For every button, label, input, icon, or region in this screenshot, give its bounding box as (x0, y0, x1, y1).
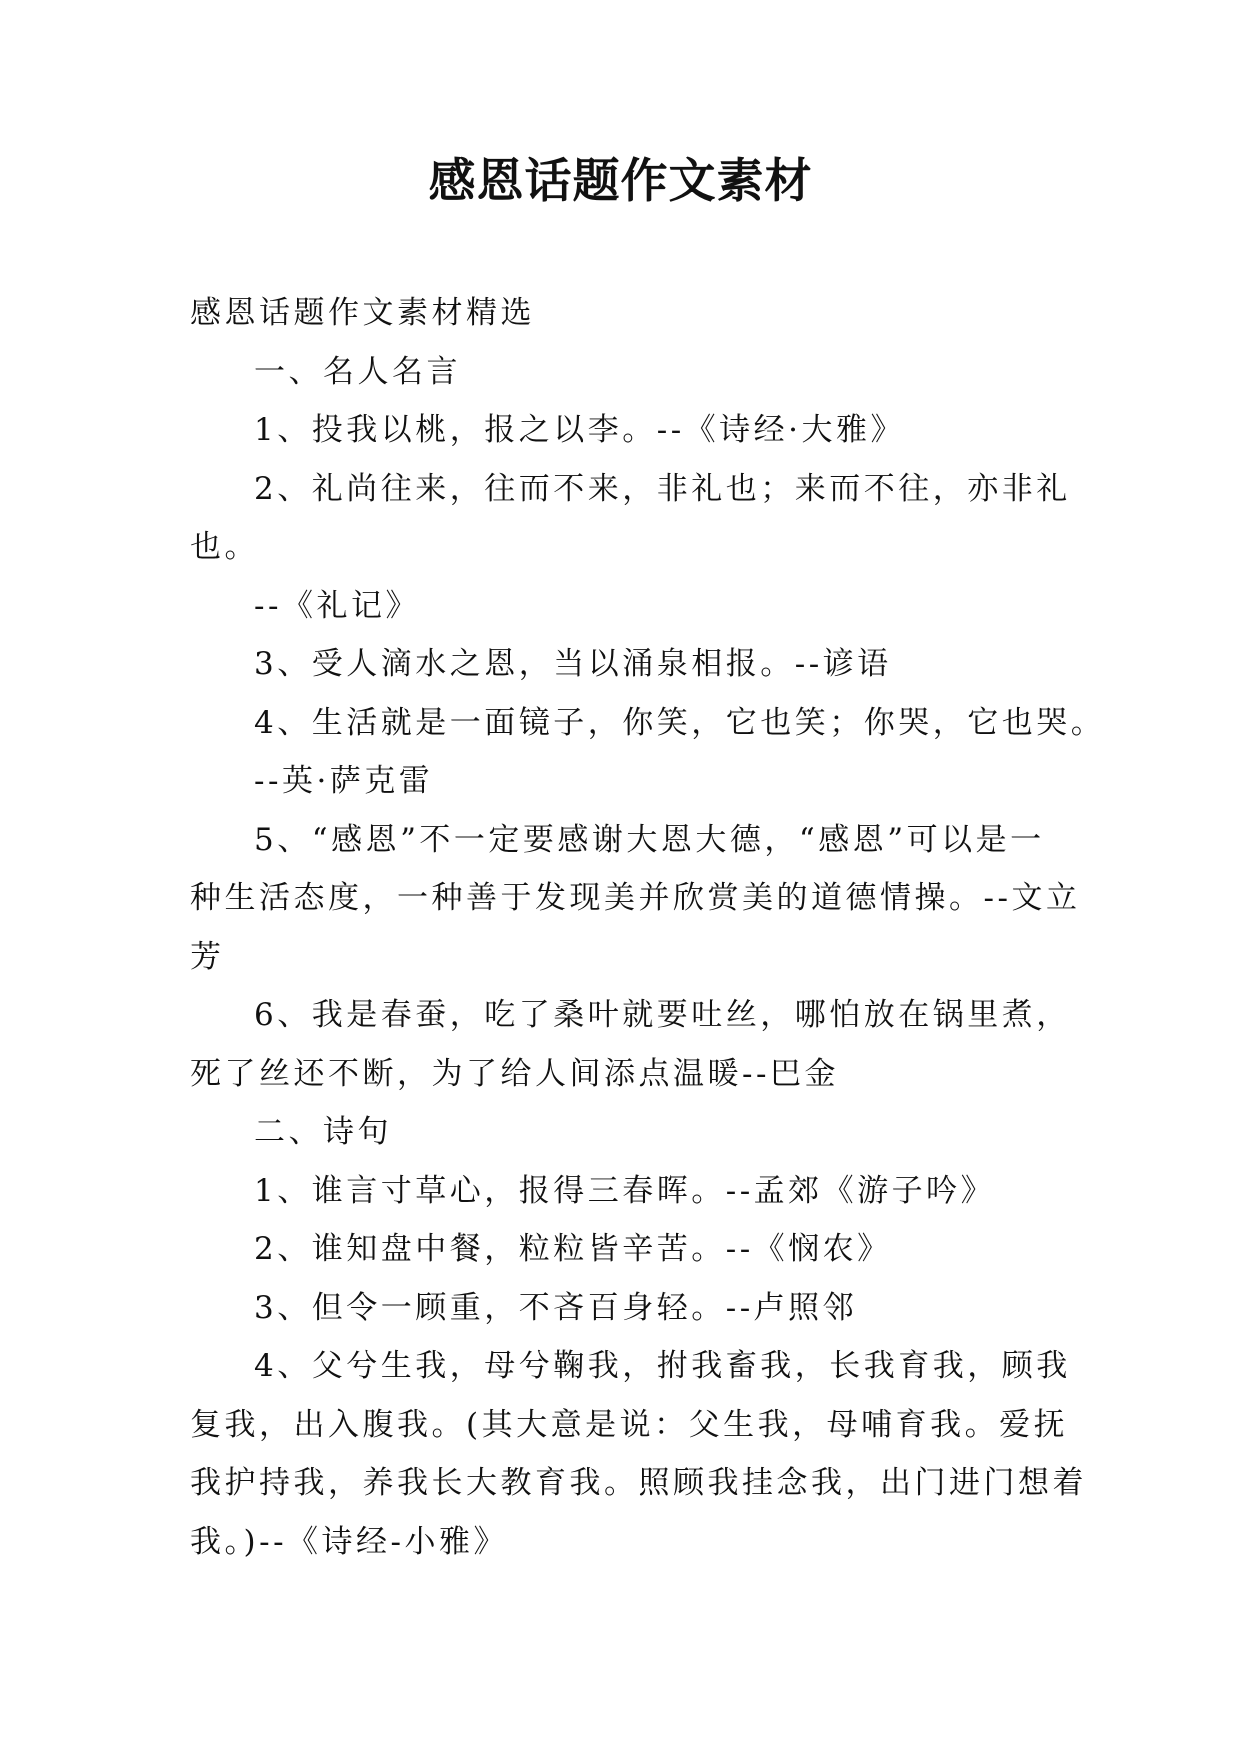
body-line: 5、“感恩”不一定要感谢大恩大德，“感恩”可以是一 (254, 821, 1045, 858)
body-line: 1、投我以桃，报之以李。--《诗经·大雅》 (254, 412, 906, 448)
body-line: 我。)--《诗经-小雅》 (190, 1523, 509, 1560)
body-line: --《礼记》 (254, 587, 420, 624)
document-body (190, 284, 1106, 1571)
document-title: 感恩话题作文素材 (428, 154, 813, 209)
body-line: 1、谁言寸草心，报得三春晖。--孟郊《游子吟》 (254, 1172, 996, 1209)
body-line: 6、我是春蚕，吃了桑叶就要吐丝，哪怕放在锅里煮， (254, 997, 1071, 1033)
body-line: 3、但令一顾重，不吝百身轻。--卢照邻 (254, 1289, 858, 1326)
body-line: 4、生活就是一面镜子，你笑，它也笑；你哭，它也哭。 (254, 704, 1106, 741)
body-line: 2、礼尚往来，往而不来，非礼也；来而不往，亦非礼 (254, 470, 1071, 507)
body-line: 芳 (190, 938, 225, 975)
section-heading: 一、名人名言 (254, 353, 461, 390)
body-line: 2、谁知盘中餐，粒粒皆辛苦。--《悯农》 (254, 1231, 892, 1267)
body-line: 3、受人滴水之恩，当以涌泉相报。--谚语 (254, 646, 892, 682)
body-line: 感恩话题作文素材精选 (190, 295, 535, 331)
body-line: 我护持我，养我长大教育我。照顾我挂念我，出门进门想着 (190, 1465, 1087, 1501)
body-line: 4、父兮生我，母兮鞠我，拊我畜我，长我育我，顾我 (254, 1348, 1071, 1384)
section-heading: 二、诗句 (254, 1114, 392, 1150)
body-line: 复我，出入腹我。(其大意是说：父生我，母哺育我。爱抚 (190, 1406, 1069, 1443)
body-line: --英·萨克雷 (254, 763, 434, 799)
body-line: 死了丝还不断，为了给人间添点温暖--巴金 (190, 1055, 839, 1092)
body-line: 也。 (190, 529, 259, 565)
body-line: 种生活态度，一种善于发现美并欣赏美的道德情操。--文立 (190, 880, 1081, 916)
